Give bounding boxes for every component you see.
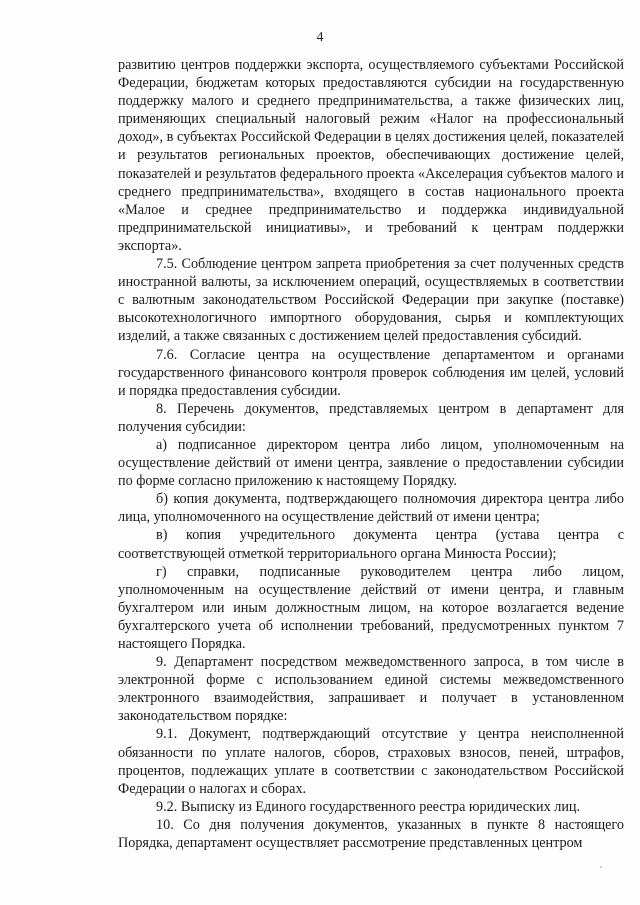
scan-speck xyxy=(600,866,602,868)
paragraph-intro-continuation: развитию центров поддержки экспорта, осуществляемого субъектами Российской Федерации, бюджетам которых предоставляются субсидии на государственную поддержку малого и среднего предпринимательства, а также физических лиц, применяющих специальный налоговый режим «Налог на профессиональный доход», в субъектах Российской Федерации в целях достижения целей, показателей и результатов региональных проектов, обеспечивающих достижение целей, показателей и результатов федерального проекта «Акселерация субъектов малого и среднего предпринимательства», входящего в состав национального проекта «Малое и среднее предпринимательство и поддержка индивидуальной предпринимательской инициативы», и требований к центрам поддержки экспорта». xyxy=(118,57,624,254)
paragraph-8: 8. Перечень документов, представляемых центром в департамент для получения субсидии: xyxy=(118,400,624,435)
paragraph-8-b: б) копия документа, подтверждающего полномочия директора центра либо лица, уполномоченного на осуществление действий от имени центра; xyxy=(118,491,624,526)
paragraph-9: 9. Департамент посредством межведомственного запроса, в том числе в электронной форме с использованием единой системы межведомственного электронного взаимодействия, запрашивает и получает в установленном законодательством порядке: xyxy=(118,654,624,725)
page-number: 4 xyxy=(316,30,324,45)
paragraph-7-5: 7.5. Соблюдение центром запрета приобретения за счет полученных средств иностранной валюты, за исключением операций, осуществляемых в соответствии с валютным законодательством Российской Федерации при закупке (поставке) высокотехнологичного импортного оборудования, сырья и комплектующих изделий, а также связанных с достижением целей предоставления субсидий. xyxy=(118,256,624,345)
paragraph-9-2: 9.2. Выписку из Единого государственного реестра юридических лиц. xyxy=(156,798,581,815)
paragraph-7-6: 7.6. Согласие центра на осуществление департаментом и органами государственного финансового контроля проверок соблюдения им целей, условий и порядка предоставления субсидии. xyxy=(118,346,624,399)
paragraph-10: 10. Со дня получения документов, указанных в пункте 8 настоящего Порядка, департамент осуществляет рассмотрение представленных центром xyxy=(118,816,624,852)
paragraph-8-g: г) справки, подписанные руководителем центра либо лицом, уполномоченным на осуществление действий от имени центра, и главным бухгалтером или иным должностным лицом, на которое возлагается ведение бухгалтерского учета об исполнении требований, предусмотренных пунктом 7 настоящего Порядка. xyxy=(118,563,624,652)
document-body xyxy=(118,56,624,852)
paragraph-8-v: в) копия учредительного документа центра (устава центра с соответствующей отметкой территориального органа Минюста России); xyxy=(118,527,624,562)
paragraph-9-1: 9.1. Документ, подтверждающий отсутствие у центра неисполненной обязанности по уплате налогов, сборов, страховых взносов, пеней, штрафов, процентов, подлежащих уплате в соответствии с законодательством Российской Федерации о налогах и сборах. xyxy=(118,726,624,797)
paragraph-8-a: а) подписанное директором центра либо лицом, уполномоченным на осуществление действий от имени центра, заявление о предоставлении субсидии по форме согласно приложению к настоящему Порядку. xyxy=(118,436,624,490)
